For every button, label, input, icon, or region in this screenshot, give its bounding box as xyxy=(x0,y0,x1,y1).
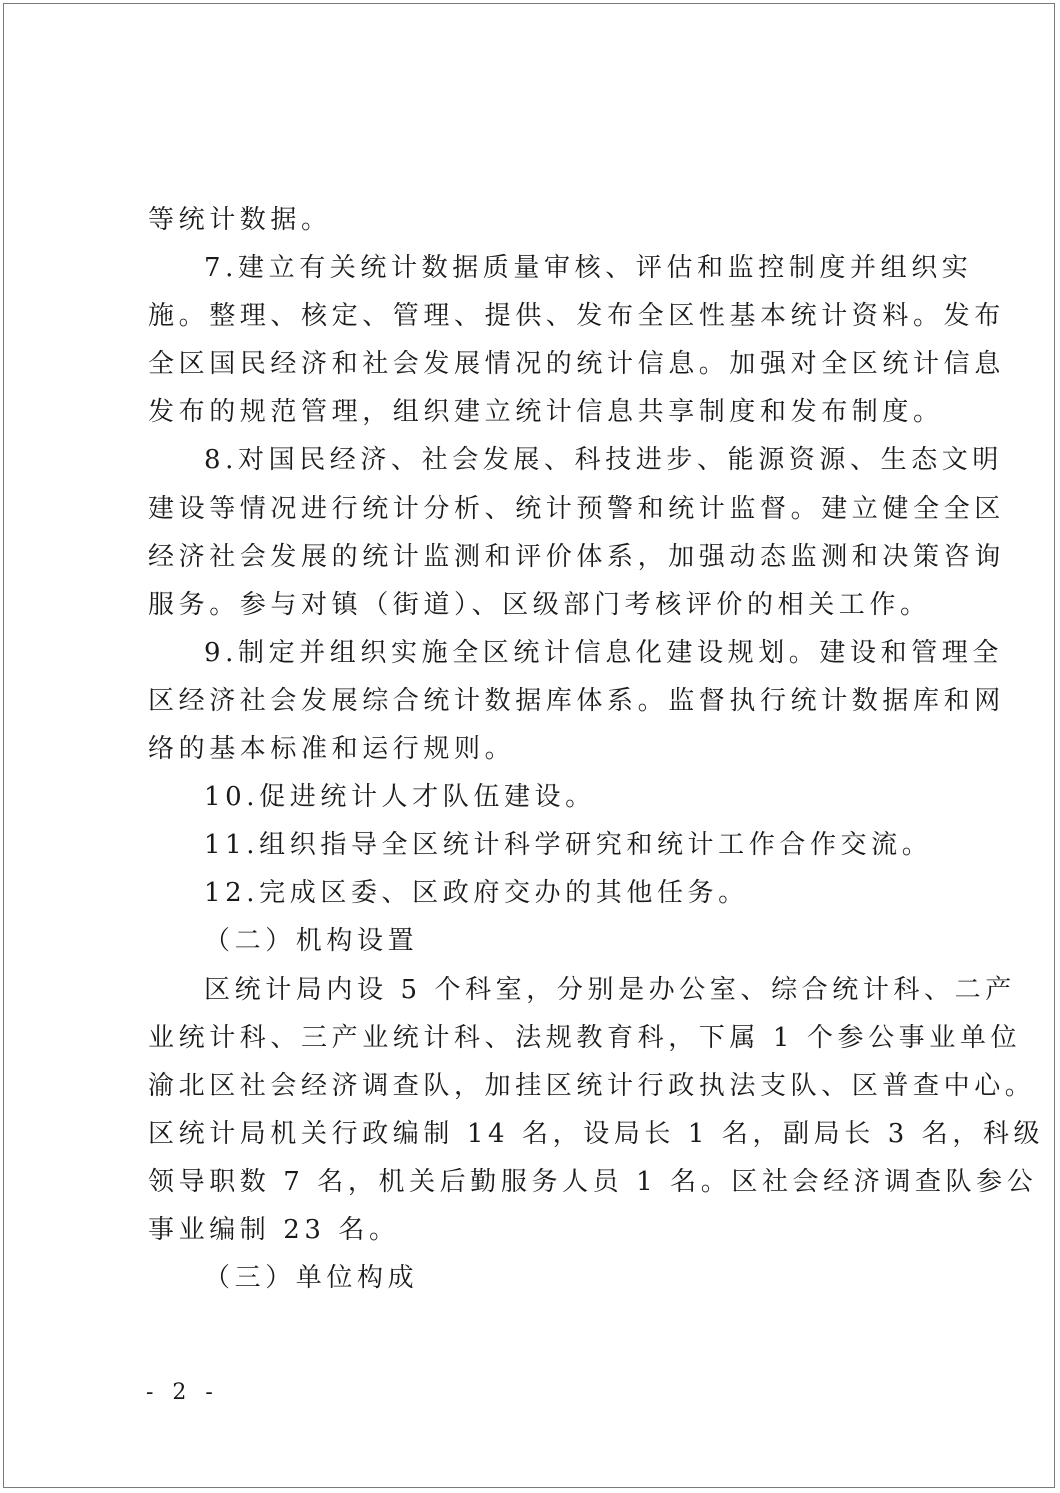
text-line: 全区国民经济和社会发展情况的统计信息。加强对全区统计信息 xyxy=(148,349,1005,380)
text-line: 区经济社会发展综合统计数据库体系。监督执行统计数据库和网 xyxy=(148,685,1005,716)
text-line: 领导职数 7 名，机关后勤服务人员 1 名。区社会经济调查队参公 xyxy=(148,1166,1038,1197)
text-line: 经济社会发展的统计监测和评价体系，加强动态监测和决策咨询 xyxy=(148,541,1005,572)
text-line: 9.制定并组织实施全区统计信息化建设规划。建设和管理全 xyxy=(204,637,1004,668)
text-line: 服务。参与对镇（街道）、区级部门考核评价的相关工作。 xyxy=(148,589,931,620)
text-line: 区统计局内设 5 个科室，分别是办公室、综合统计科、二产 xyxy=(204,974,1016,1005)
text-line: 等统计数据。 xyxy=(148,205,332,235)
text-line: 络的基本标准和运行规则。 xyxy=(148,734,516,765)
section-heading: （二）机构设置 xyxy=(204,926,419,957)
text-line: 建设等情况进行统计分析、统计预警和统计监督。建立健全全区 xyxy=(148,493,1005,524)
text-line: 发布的规范管理，组织建立统计信息共享制度和发布制度。 xyxy=(148,397,944,428)
text-line: 区统计局机关行政编制 14 名，设局长 1 名，副局长 3 名，科级 xyxy=(148,1118,1045,1149)
text-line: 10.促进统计人才队伍建设。 xyxy=(204,782,596,813)
section-heading: （三）单位构成 xyxy=(204,1263,419,1294)
text-line: 施。整理、核定、管理、提供、发布全区性基本统计资料。发布 xyxy=(148,301,1005,332)
text-line: 8.对国民经济、社会发展、科技进步、能源资源、生态文明 xyxy=(204,445,1004,476)
text-line: 事业编制 23 名。 xyxy=(148,1214,400,1245)
text-line: 业统计科、三产业统计科、法规教育科，下属 1 个参公事业单位 xyxy=(148,1022,1022,1053)
document-body xyxy=(148,196,1045,1302)
text-line: 7.建立有关统计数据质量审核、评估和监控制度并组织实 xyxy=(204,253,973,284)
text-line: 12.完成区委、区政府交办的其他任务。 xyxy=(204,878,749,909)
text-line: 11.组织指导全区统计科学研究和统计工作合作交流。 xyxy=(204,830,933,861)
text-line: 渝北区社会经济调查队，加挂区统计行政执法支队、区普查中心。 xyxy=(148,1070,1036,1101)
page-number: - 2 - xyxy=(146,1380,219,1405)
